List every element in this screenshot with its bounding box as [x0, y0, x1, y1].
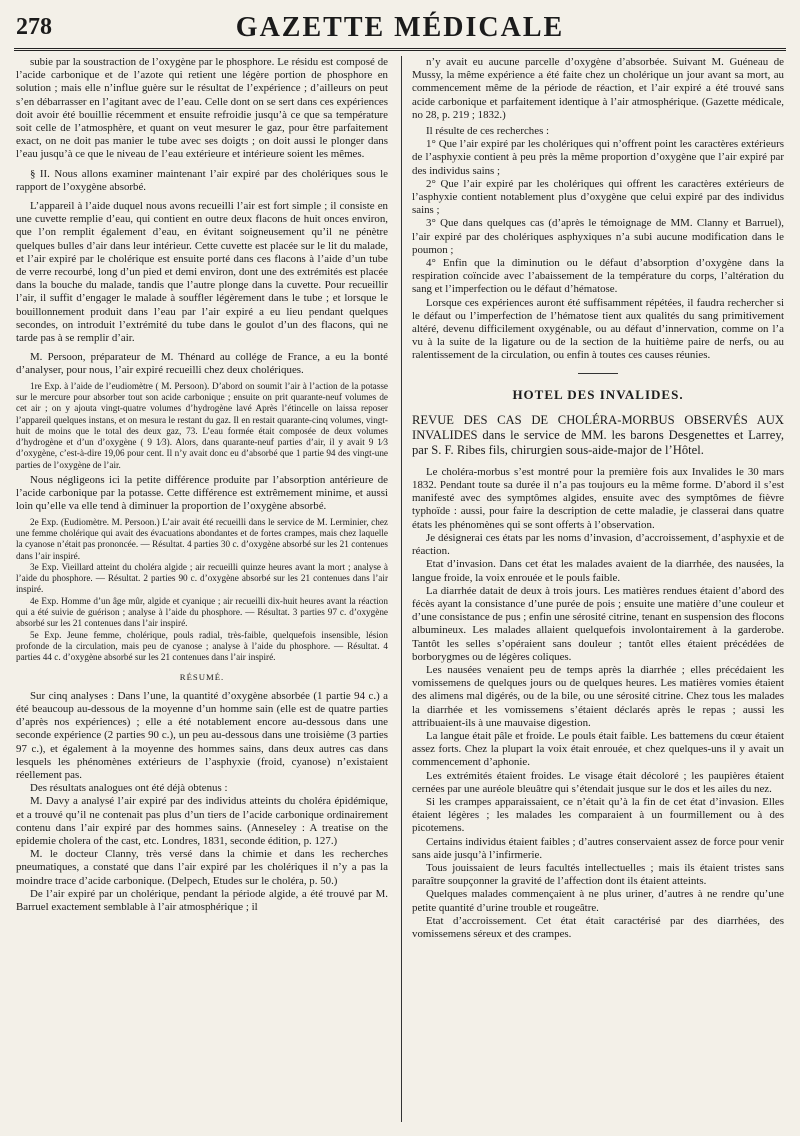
- left-paragraph-4: M. Persoon, préparateur de M. Thénard au collége de France, a eu la bonté d’analyser, pour nous, l’air expiré recueilli chez deux cholériques.: [16, 351, 388, 377]
- article-subtitle: REVUE DES CAS DE CHOLÉRA-MORBUS OBSERVÉS AUX INVALIDES dans le service de MM. les barons Desgenettes et Larrey, par S. F. Ribes fils, chirurgien sous-aide-major de l’Hôtel.: [412, 412, 784, 457]
- experiment-2: 2e Exp. (Eudiomètre. M. Persoon.) L’air avait été recueilli dans le service de M. Lerminier, chez une femme cholérique qui avait des évacuations abondantes et de fortes crampes, mais chez laquelle la cyanose n’était pas prononcée. — Résultat. 4 parties 30 c. d’oxygène absorbé sur les 21 contenues dans l’air inspiré.: [16, 516, 388, 561]
- left-paragraph-3: L’appareil à l’aide duquel nous avons recueilli l’air est fort simple ; il consiste en une cuvette remplie d’eau, qui contient en outre deux flacons de huit onces environ, que l’on remplit également d’eau, en évitant soigneusement qu’il ne pénètre quelques bulles d’air dans leur intérieur. Cette cuvette est placée sur le lit du malade, et l’air expiré par le cholérique est ensuite porté dans ces flacons à l’aide d’un tube de verre recourbé, long d’un pied et demi environ, dont une des extrémités est placée dans la bouche du malade, tandis que l’autre plonge dans la cuvette. Pour recueillir l’air, il suffit d’engager le malade à souffler légèrement dans le tube ; et lorsque le bouillonnement produit dans l’eau par l’air expiré a eu lieu pendant quelques secondes, on introduit l’extrémité du tube dans le goulot d’un des flacons, qui ne tarde pas à se remplir d’air.: [16, 200, 388, 345]
- right-paragraph-15: Etat d’accroissement. Cet état était caractérisé par des diarrhées, des vomissemens séreux et des crampes.: [412, 914, 784, 940]
- left-paragraph-5: Nous négligeons ici la petite différence produite par l’absorption antérieure de l’acide carbonique par la potasse. Cette différence est extrêmement minime, et aussi loin qu’elle va elle tend à diminuer la proportion de l’oxygène absorbé.: [16, 474, 388, 513]
- right-paragraph-4: Le choléra-morbus s’est montré pour la première fois aux Invalides le 30 mars 1832. Pendant toute sa durée il n’a pas toujours eu la même forme. D’abord il s’est manifesté avec des symptômes algides, ensuite avec des symptômes de fièvre typhoïde : aussi, pour faire la description de cette maladie, je classerai dans quatre états les phénomènes qui se sont offerts à l’observation.: [412, 465, 784, 531]
- left-paragraph-9: M. le docteur Clanny, très versé dans la chimie et dans les recherches pneumatiques, a constaté que dans l’air expiré par les cholériques il n’y a pas la moindre trace d’acide carbonique. (Delpech, Etudes sur le choléra, p. 50.): [16, 848, 388, 887]
- right-paragraph-2: Il résulte de ces recherches :: [426, 125, 550, 138]
- right-paragraph-14: Quelques malades commençaient à ne plus uriner, d’autres à ne rendre qu’une petite quantité d’urine trouble et rougeâtre.: [412, 888, 784, 914]
- right-paragraph-10: Les extrémités étaient froides. Le visage était décoloré ; les paupières étaient cernées par une auréole bleuâtre qui s’étendait jusque sur le dos et les ailes du nez.: [412, 769, 784, 795]
- left-paragraph-6: Sur cinq analyses : Dans l’une, la quantité d’oxygène absorbée (1 partie 94 c.) a été beaucoup au-dessous de la moyenne d’un homme sain (elle est de quatre parties d’après nos expériences) ; elle a été notablement encore au-dessous dans une seconde expérience (2 parties 90 c.), un peu au-dessous dans une troisième (3 parties 97 c.), et également à la moyenne des hommes sains, dans deux autres cas dans lesquels les phénomènes extérieurs de l’asphyxie (froid, cyanose) n’existaient réellement pas.: [16, 689, 388, 781]
- left-paragraph-8: M. Davy a analysé l’air expiré par des individus atteints du choléra épidémique, et a trouvé qu’il ne contenait pas plus d’un tiers de l’acide carbonique ordinairement contenu dans l’air expiré par des hommes sains. (Anneseley : A treatise on the epidemie cholera of the cast, etc. Londres, 1831, seconde édition, p. 127.): [16, 795, 388, 847]
- right-paragraph-11: Si les crampes apparaissaient, ce n’était qu’à la fin de cet état d’invasion. Elles étaient légères ; les malades les comparaient à un fourmillement ou à des picotemens.: [412, 795, 784, 835]
- conclusions-list: [412, 138, 784, 296]
- conclusion-3: 3° Que dans quelques cas (d’après le témoignage de MM. Clanny et Barruel), l’air expiré par des cholériques asphyxiques n’a subi aucune modification dans le poumon ;: [412, 217, 784, 256]
- left-paragraph-10: De l’air expiré par un cholérique, pendant la période algide, a été trouvé par M. Barruel exactement semblable à l’air atmosphérique ; il: [16, 887, 388, 913]
- right-paragraph-12: Certains individus étaient faibles ; d’autres conservaient assez de force pour venir sans aide jusqu’à l’infirmerie.: [412, 835, 784, 861]
- section-title: HOTEL DES INVALIDES.: [512, 386, 684, 402]
- experiment-5: 5e Exp. Jeune femme, cholérique, pouls radial, très-faible, quelquefois insensible, lésion profonde de la circulation, mais peu de cyanose ; analyse à l’aide du phosphore. — Résultat. 4 parties 44 c. d’oxygène absorbé sur les 21 contenues dans l’air inspiré.: [16, 629, 388, 663]
- resume-heading: RÉSUMÉ.: [179, 671, 225, 682]
- right-paragraph-6: Etat d’invasion. Dans cet état les malades avaient de la diarrhée, des nausées, la langue froide, la voix enrouée et le pouls faible.: [412, 558, 784, 584]
- page-number: 278: [16, 14, 52, 40]
- experiment-3: 3e Exp. Vieillard atteint du choléra algide ; air recueilli quinze heures avant la mort ; analyse à l’aide du phosphore. — Résultat. 2 parties 90 c. d’oxygène absorbé sur les 21 contenues dans l’air inspiré.: [16, 561, 388, 595]
- right-paragraph-7: La diarrhée datait de deux à trois jours. Les matières rendues étaient d’abord des fécès ayant la consistance d’une purée de pois ; ensuite une matière d’une couleur et d’une consistance de pus ; enfin une sérosité citrine, tenant en suspension des flocons albumineux. Les malades allaient quelquefois involontairement à la garderobe. Tantôt les selles s’opéraient sans douleur ; tantôt elles étaient précédées de borborygmes ou de légères coliques.: [412, 584, 784, 663]
- publication-title: GAZETTE MÉDICALE: [235, 12, 565, 43]
- right-paragraph-1: n’y avait eu aucune parcelle d’oxygène d’absorbée. Suivant M. Guéneau de Mussy, la même expérience a été faite chez un cholérique un jour avant sa mort, au commencement même de la période de réaction, et l’air expiré a été trouvé sans acide carbonique et parfaitement identique à l’air atmosphérique. (Gazette médicale, no 28, p. 219 ; 1832.): [412, 56, 784, 121]
- conclusion-2: 2° Que l’air expiré par les cholériques qui offrent les caractères extérieurs de l’asphyxie contient notablement plus d’oxygène que celui expiré par des individus sains ;: [412, 177, 784, 217]
- left-paragraph-1: subie par la soustraction de l’oxygène par le phosphore. Le résidu est composé de l’acide carbonique et de l’azote qui retient une légère portion de phosphore en solution ; mais elle n’influe guère sur le résultat de l’expérience ; d’ailleurs on peut s’en débarrasser en l’agitant avec de l’eau. Celle dont on se sert dans ces expériences doit avoir été bouillie récemment et ensuite refroidie jusqu’à ce que sa température soit celle de l’atmosphère, et quant on veut mesurer le gaz, pour être parfaitement exact, on ne doit pas manier le tube avec ses doigts ; on doit aussi le plonger dans l’eau jusqu’à ce que le niveau de l’eau extérieure et intérieure soient les mêmes.: [16, 56, 388, 161]
- conclusion-1: 1° Que l’air expiré par les cholériques qui n’offrent point les caractères extérieurs de l’asphyxie contient à peu près la même proportion d’oxygène que l’air expiré par des individus sains ;: [412, 138, 784, 177]
- right-paragraph-8: Les nausées venaient peu de temps après la diarrhée ; elles précédaient les vomissemens de quelques jours ou de quelques heures. Les matières vomies étaient des alimens mal digérés, ou de la bile, ou une sérosité citrine. Chez tous les malades la diarrhée et les vomissemens s’étaient déclarés après le repas ; aussi les attribuaient-ils à une mauvaise digestion.: [412, 663, 784, 729]
- experiment-4: 4e Exp. Homme d’un âge mûr, algide et cyanique ; air recueilli dix-huit heures avant la réaction qui a été suivie de guérison ; analyse à l’aide du phosphore. — Résultat. 3 parties 97 c. d’oxygène absorbé sur les 21 contenues dans l’air inspiré.: [16, 595, 388, 629]
- experiment-1: 1re Exp. à l’aide de l’eudiomètre ( M. Persoon). D’abord on soumit l’air à l’action de la potasse sur le mercure pour absorber tout son acide carbonique ; ensuite on prit quarante-neuf volumes de cet air ; on y ajouta vingt-quatre volumes d’hydrogène lavé Après l’étincelle on laissa reposer l’appareil quelques instans, et on mesura le restant du gaz. Il en restait quarante-cinq volumes, vingt-huit de moins que le total des deux gaz, 73. L’eau formée était composée de deux volumes d’hydrogène et d’un d’oxygène ( 9 1⁄3). Alors, dans quarante-neuf parties d’air, il y avait 9 1⁄3 d’oxygène, c’est-à-dire 19,06 pour cent. Il n’y avait donc eu d’absorbé que 1 partie 94 des vingt-une parties de l’oxygène de l’air.: [16, 380, 388, 470]
- conclusion-4: 4° Enfin que la diminution ou le défaut d’absorption d’oxygène dans la respiration coïncide avec l’abaissement de la température du corps, l’altération du sang et l’imperfection ou le défaut d’hématose.: [412, 257, 784, 296]
- right-paragraph-13: Tous jouissaient de leurs facultés intellectuelles ; mais ils étaient tristes sans paraître soupçonner la gravité de l’affection dont ils étaient atteints.: [412, 861, 784, 888]
- right-paragraph-3: Lorsque ces expériences auront été suffisamment répétées, il faudra rechercher si le défaut ou l’imperfection de l’hématose tient aux qualités du sang primitivement altéré, devenu difficilement oxygénable, ou au défaut d’innervation, comme on l’a vu à la suite de la ligature ou de la section de la huitième paire de nerfs, ou au ralentissement de la circulation, ou enfin à toutes ces causes réunies.: [412, 296, 784, 362]
- right-paragraph-5: Je désignerai ces états par les noms d’invasion, d’accroissement, d’asphyxie et de réaction.: [412, 531, 784, 558]
- right-paragraph-9: La langue était pâle et froide. Le pouls était faible. Les battemens du cœur étaient assez forts. Chez la plupart la voix était enrouée, et chez quelques-uns il y avait un commencement d’aphonie.: [412, 729, 784, 769]
- left-paragraph-2: § II. Nous allons examiner maintenant l’air expiré par des cholériques sous le rapport de l’oxygène absorbé.: [16, 167, 388, 193]
- column-divider: [401, 56, 402, 1122]
- left-paragraph-7: Des résultats analogues ont été déjà obtenus :: [30, 782, 228, 795]
- section-separator: [578, 373, 618, 374]
- right-column: [412, 56, 784, 1126]
- left-column: [16, 56, 388, 1126]
- page-header: [14, 14, 786, 51]
